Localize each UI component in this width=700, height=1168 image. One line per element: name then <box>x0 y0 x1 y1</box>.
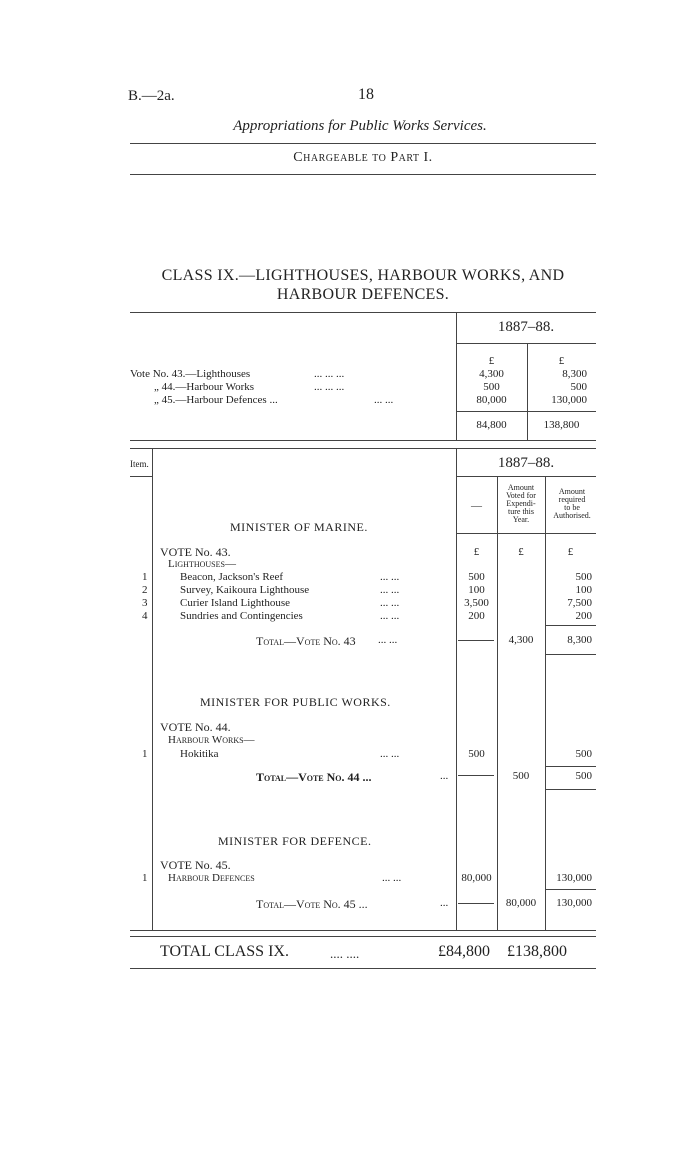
item-amount: 500 <box>468 571 485 583</box>
header-line: ture this <box>508 507 534 516</box>
item-amount: 200 <box>468 610 485 622</box>
divider <box>456 533 596 534</box>
divider <box>456 411 596 412</box>
vote-total-voted: 500 <box>512 770 530 782</box>
header-line: required <box>558 495 586 504</box>
item-label: Survey, Kaikoura Lighthouse <box>180 584 310 596</box>
divider <box>130 930 596 931</box>
column-rule <box>456 448 457 930</box>
header-line: Amount <box>558 487 586 496</box>
vote-total-label: Total—Vote No. 44 ... <box>256 770 372 784</box>
vote-total-label: Total—Vote No. 43 <box>256 634 356 648</box>
minister-heading: MINISTER OF MARINE. <box>230 520 368 534</box>
document-reference: B.—2a. <box>128 88 175 104</box>
item-label: Beacon, Jackson's Reef <box>180 571 284 583</box>
item-amount: 80,000 <box>461 872 492 884</box>
summary-label: „ 44.—Harbour Works <box>154 381 255 393</box>
summary-label: „ 45.—Harbour Defences ... <box>154 394 278 406</box>
leader-dots: ... ... ... <box>314 381 345 393</box>
item-authorised: 200 <box>575 610 592 622</box>
vote-heading: VOTE No. 43. <box>160 545 231 559</box>
vote-total-voted: 80,000 <box>505 897 537 909</box>
item-amount: 100 <box>468 584 485 596</box>
authorised-column-header <box>545 488 599 520</box>
leader-dots: ... ... <box>374 394 394 406</box>
divider <box>545 625 596 626</box>
divider <box>456 343 596 344</box>
grand-total-label: TOTAL CLASS IX. <box>160 943 289 960</box>
divider <box>545 789 596 790</box>
leader-dots: .... .... <box>330 946 360 961</box>
divider <box>458 775 494 776</box>
pound-sign: £ <box>558 355 565 367</box>
item-number: 3 <box>142 597 148 609</box>
header-line: to be <box>564 503 580 512</box>
vote-total-authorised: 8,300 <box>567 634 592 646</box>
header-line: Amount <box>507 483 535 492</box>
header-line: Authorised. <box>553 511 591 520</box>
leader-dots: ... <box>440 770 449 782</box>
header-line: Year. <box>512 515 530 524</box>
subhead: Lighthouses— <box>168 558 236 570</box>
summary-authorised: 130,000 <box>551 394 587 406</box>
item-label: Harbour Defences <box>168 872 255 884</box>
leader-dots: ... ... <box>382 872 402 884</box>
minister-heading: MINISTER FOR DEFENCE. <box>218 834 372 848</box>
item-authorised: 500 <box>575 748 592 760</box>
divider <box>458 640 494 641</box>
summary-authorised: 500 <box>570 381 587 393</box>
leader-dots: ... ... <box>380 610 400 622</box>
vote-total-authorised: 130,000 <box>556 897 592 909</box>
chargeable-subtitle: Chargeable to Part I. <box>293 150 433 165</box>
leader-dots: ... ... <box>378 634 398 646</box>
vote-total-label: Total—Vote No. 45 ... <box>256 897 368 911</box>
vote-heading: VOTE No. 44. <box>160 720 231 734</box>
divider <box>130 968 596 969</box>
dash-column-header: — <box>471 500 482 512</box>
leader-dots: ... ... <box>380 584 400 596</box>
summary-voted: 500 <box>483 381 500 393</box>
subhead: Harbour Works— <box>168 734 255 746</box>
item-authorised: 130,000 <box>556 872 592 884</box>
grand-total-voted: £84,800 <box>438 943 490 960</box>
header-line: Expendi- <box>506 499 536 508</box>
vote-total-voted: 4,300 <box>508 634 534 646</box>
divider <box>130 476 152 477</box>
divider <box>130 440 596 441</box>
column-rule <box>152 448 153 930</box>
divider <box>456 476 596 477</box>
class-title-line1: CLASS IX.—LIGHTHOUSES, HARBOUR WORKS, AND <box>161 267 565 284</box>
item-authorised: 500 <box>575 571 592 583</box>
item-authorised: 100 <box>575 584 592 596</box>
divider <box>130 143 596 144</box>
pound-sign: £ <box>518 546 524 558</box>
grand-total-authorised: £138,800 <box>507 943 567 960</box>
item-number: 1 <box>142 872 148 884</box>
pound-sign: £ <box>567 546 574 558</box>
leader-dots: ... <box>440 897 449 909</box>
summary-total-authorised: 138,800 <box>543 419 580 431</box>
vote-total-authorised: 500 <box>575 770 592 782</box>
item-number: 2 <box>142 584 148 596</box>
pound-sign: £ <box>473 546 480 558</box>
summary-label: Vote No. 43.—Lighthouses <box>130 368 251 380</box>
leader-dots: ... ... <box>380 597 400 609</box>
minister-heading: MINISTER FOR PUBLIC WORKS. <box>200 695 391 709</box>
detail-year: 1887–88. <box>497 455 555 471</box>
item-amount: 3,500 <box>464 597 489 609</box>
divider <box>130 174 596 175</box>
item-number: 1 <box>142 571 148 583</box>
divider <box>458 903 494 904</box>
divider <box>130 936 596 937</box>
summary-total-voted: 84,800 <box>476 419 507 431</box>
pound-sign: £ <box>488 355 495 367</box>
item-number: 1 <box>142 748 148 760</box>
item-label: Sundries and Contingencies <box>180 610 303 622</box>
item-label: Curier Island Lighthouse <box>180 597 290 609</box>
leader-dots: ... ... ... <box>314 368 345 380</box>
leader-dots: ... ... <box>380 571 400 583</box>
header-line: Voted for <box>506 491 536 500</box>
summary-authorised: 8,300 <box>562 368 587 380</box>
item-authorised: 7,500 <box>567 597 592 609</box>
divider <box>130 312 596 313</box>
summary-voted: 80,000 <box>476 394 507 406</box>
item-label: Hokitika <box>180 748 219 760</box>
voted-column-header <box>497 484 545 524</box>
vote-heading: VOTE No. 45. <box>160 858 231 872</box>
leader-dots: ... ... <box>380 748 400 760</box>
item-column-header: Item. <box>130 459 149 469</box>
divider <box>545 766 596 767</box>
item-number: 4 <box>142 610 148 622</box>
column-rule <box>545 476 546 930</box>
summary-voted: 4,300 <box>479 368 504 380</box>
page-title: Appropriations for Public Works Services. <box>233 118 487 134</box>
summary-year: 1887–88. <box>497 319 555 335</box>
item-amount: 500 <box>468 748 485 760</box>
divider <box>545 889 596 890</box>
class-title-line2: HARBOUR DEFENCES. <box>276 286 450 303</box>
column-rule <box>497 476 498 930</box>
divider <box>130 448 596 449</box>
divider <box>545 654 596 655</box>
page-number: 18 <box>358 86 374 103</box>
